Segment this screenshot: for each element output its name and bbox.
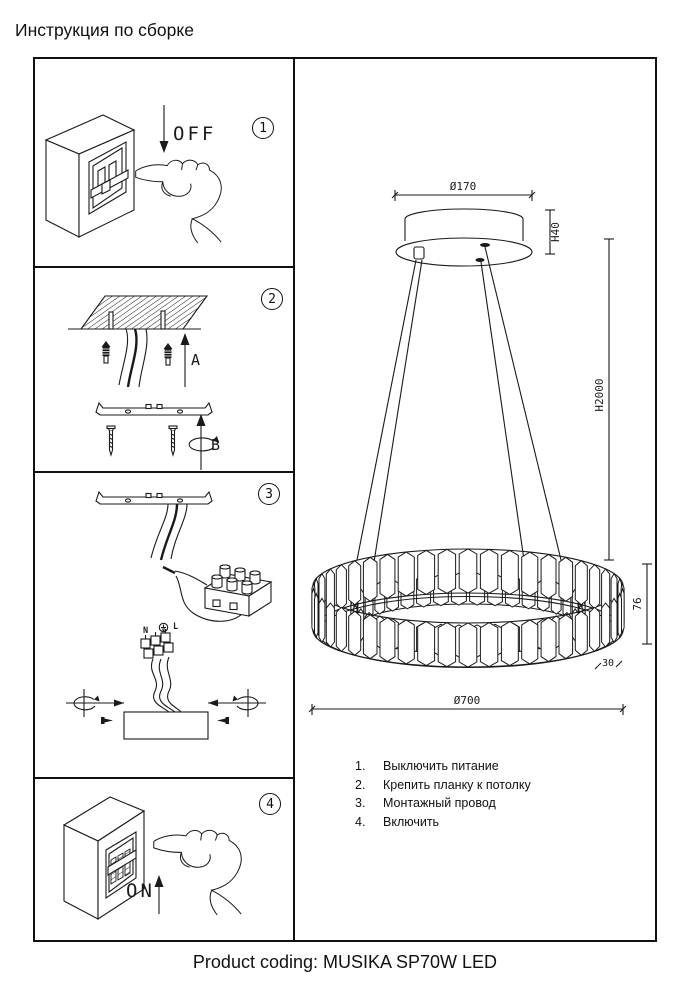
item-text: Выключить питание [383, 759, 499, 773]
step1-illustration [35, 59, 293, 266]
step-number-badge: 3 [258, 483, 280, 505]
side-screw-icon [101, 717, 113, 724]
mains-wires [119, 329, 147, 387]
wall-anchor-icon [164, 343, 173, 365]
ceiling-canopy [396, 209, 532, 266]
terminal-n-label: N [143, 626, 149, 636]
off-arrow-icon [160, 105, 169, 153]
svg-text:30: 30 [601, 658, 615, 669]
earth-ground-icon [159, 623, 167, 631]
crystal-ring [312, 549, 624, 668]
pointing-hand-icon [154, 830, 241, 915]
ceiling-hatch [68, 296, 207, 329]
dim-canopy-height [545, 210, 562, 254]
step-number-badge: 1 [252, 117, 274, 139]
step2-illustration [35, 268, 293, 471]
step4-illustration [35, 779, 293, 942]
step-panel-2 [35, 268, 293, 473]
screw-icon [169, 426, 177, 455]
item-number: 4. [355, 814, 366, 829]
item-number: 2. [355, 777, 366, 792]
terminal-block-icon [163, 565, 271, 621]
svg-text:H2000: H2000 [593, 378, 606, 412]
pointing-hand-icon [136, 160, 222, 243]
wire-connector [414, 247, 424, 259]
dim-wire-length [593, 239, 614, 560]
twisted-wires [151, 657, 181, 712]
screw-icon [107, 426, 115, 455]
svg-text:Ø700: Ø700 [453, 694, 481, 707]
svg-text:Ø170: Ø170 [449, 180, 477, 193]
direction-a-arrow [181, 333, 190, 387]
canopy-box [124, 712, 208, 739]
step-panel-3 [35, 473, 293, 779]
page-title: Инструкция по сборке [15, 20, 194, 40]
on-arrow-icon [155, 875, 164, 914]
direction-a-label: A [191, 351, 201, 369]
mounting-bracket-icon [96, 403, 212, 415]
instruction-item [355, 796, 531, 811]
sheet-frame [33, 57, 657, 942]
dim-rim-width [595, 658, 622, 669]
direction-b-label: B [211, 436, 221, 454]
svg-text:H40: H40 [549, 222, 562, 242]
wall-anchor-icon [102, 341, 111, 363]
step-panel-1 [35, 59, 293, 268]
item-text: Монтажный провод [383, 796, 496, 810]
instruction-item [355, 759, 531, 774]
step-panel-4 [35, 779, 293, 942]
breaker-box-icon [46, 115, 134, 237]
item-number: 3. [355, 796, 366, 810]
instruction-item [355, 778, 531, 793]
mounting-bracket-icon [96, 492, 212, 504]
step-number-badge: 2 [261, 288, 283, 310]
svg-text:76: 76 [631, 597, 644, 611]
step-number-badge: 4 [259, 793, 281, 815]
item-text: Крепить планку к потолку [383, 777, 531, 792]
terminal-l-label: L [173, 622, 179, 632]
instruction-list [355, 759, 531, 833]
dim-ring-height [631, 564, 652, 644]
item-number: 1. [355, 759, 366, 773]
product-code: Product coding: MUSIKA SP70W LED [192, 952, 498, 972]
steps-column [35, 59, 295, 940]
side-screw-icon [217, 717, 229, 724]
rotate-arrow-icon [208, 689, 266, 717]
rotate-arrow-icon [66, 689, 124, 717]
on-label: ON [126, 880, 155, 902]
lamp-technical-drawing [295, 59, 657, 739]
item-text: Включить [383, 814, 440, 829]
instruction-item [355, 815, 531, 830]
off-label: OFF [173, 123, 217, 145]
step3-illustration [35, 473, 293, 777]
suspension-wires [357, 247, 562, 564]
dim-canopy-diameter [392, 180, 535, 201]
drawing-column [295, 59, 655, 940]
bracket-wires [151, 504, 187, 560]
dim-ring-diameter [309, 694, 626, 715]
